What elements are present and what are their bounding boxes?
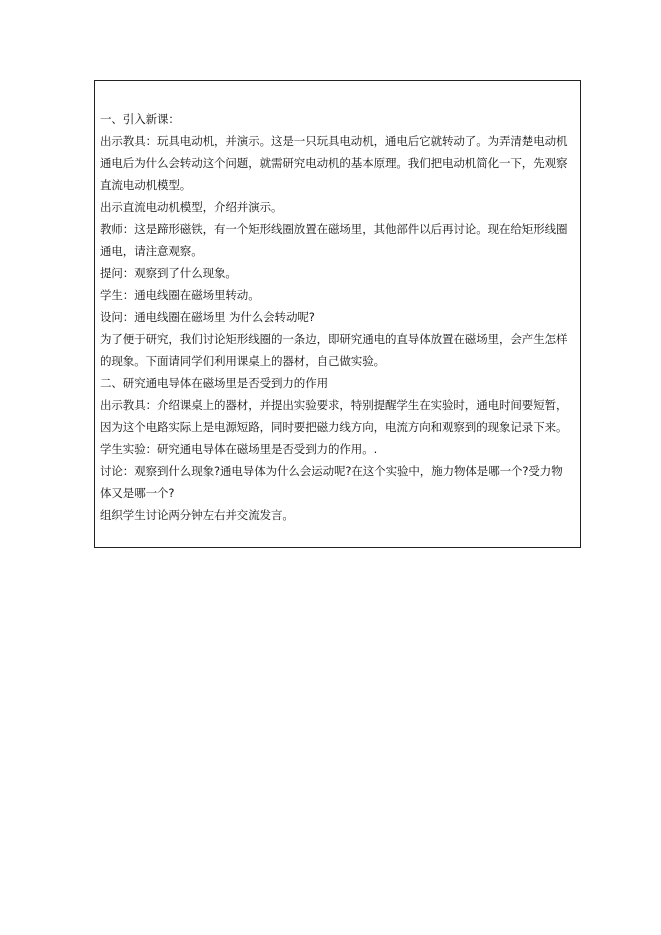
text-line: 教师：这是蹄形磁铁，有一个矩形线圈放置在磁场里，其他部件以后再讨论。现在给矩形线圈: [100, 222, 568, 236]
text-line: 直流电动机模型。: [100, 178, 192, 192]
text-line: 组织学生讨论两分钟左右并交流发言。: [100, 508, 294, 522]
text-line: 出示教具：介绍课桌上的器材，并提出实验要求，特别提醒学生在实验时，通电时间要短暂，: [100, 398, 568, 412]
text-line: 讨论：观察到什么现象?通电导体为什么会运动呢?在这个实验中，施力物体是哪一个?受力物: [100, 464, 563, 478]
text-line: 因为这个电路实际上是电源短路，同时要把磁力线方向，电流方向和观察到的现象记录下来。: [100, 420, 568, 434]
text-line: 通电，请注意观察。: [100, 244, 203, 258]
text-line: 提问：观察到了什么现象。: [100, 266, 237, 280]
text-line: 通电后为什么会转动这个问题，就需研究电动机的基本原理。我们把电动机简化一下，先观察: [100, 156, 568, 170]
text-line: 学生实验：研究通电导体在磁场里是否受到力的作用。.: [100, 442, 378, 456]
text-line: 出示直流电动机模型，介绍并演示。: [100, 200, 283, 214]
text-line: 学生：通电线圈在磁场里转动。: [100, 288, 260, 302]
text-line: 设问：通电线圈在磁场里 为什么会转动呢?: [100, 310, 315, 324]
text-line: 为了便于研究，我们讨论矩形线圈的一条边，即研究通电的直导体放置在磁场里，会产生怎样: [100, 332, 568, 346]
text-line: 出示教具：玩具电动机，并演示。这是一只玩具电动机，通电后它就转动了。为弄清楚电动机: [100, 134, 568, 148]
section-heading-intro: 一、引入新课：: [100, 112, 180, 126]
text-line: 体又是哪一个?: [100, 486, 175, 500]
lesson-text: [100, 108, 576, 526]
section-heading-experiment: 二、研究通电导体在磁场里是否受到力的作用: [100, 376, 328, 390]
lesson-content-box: [94, 80, 581, 548]
text-line: 的现象。下面请同学们利用课桌上的器材，自己做实验。: [100, 354, 385, 368]
